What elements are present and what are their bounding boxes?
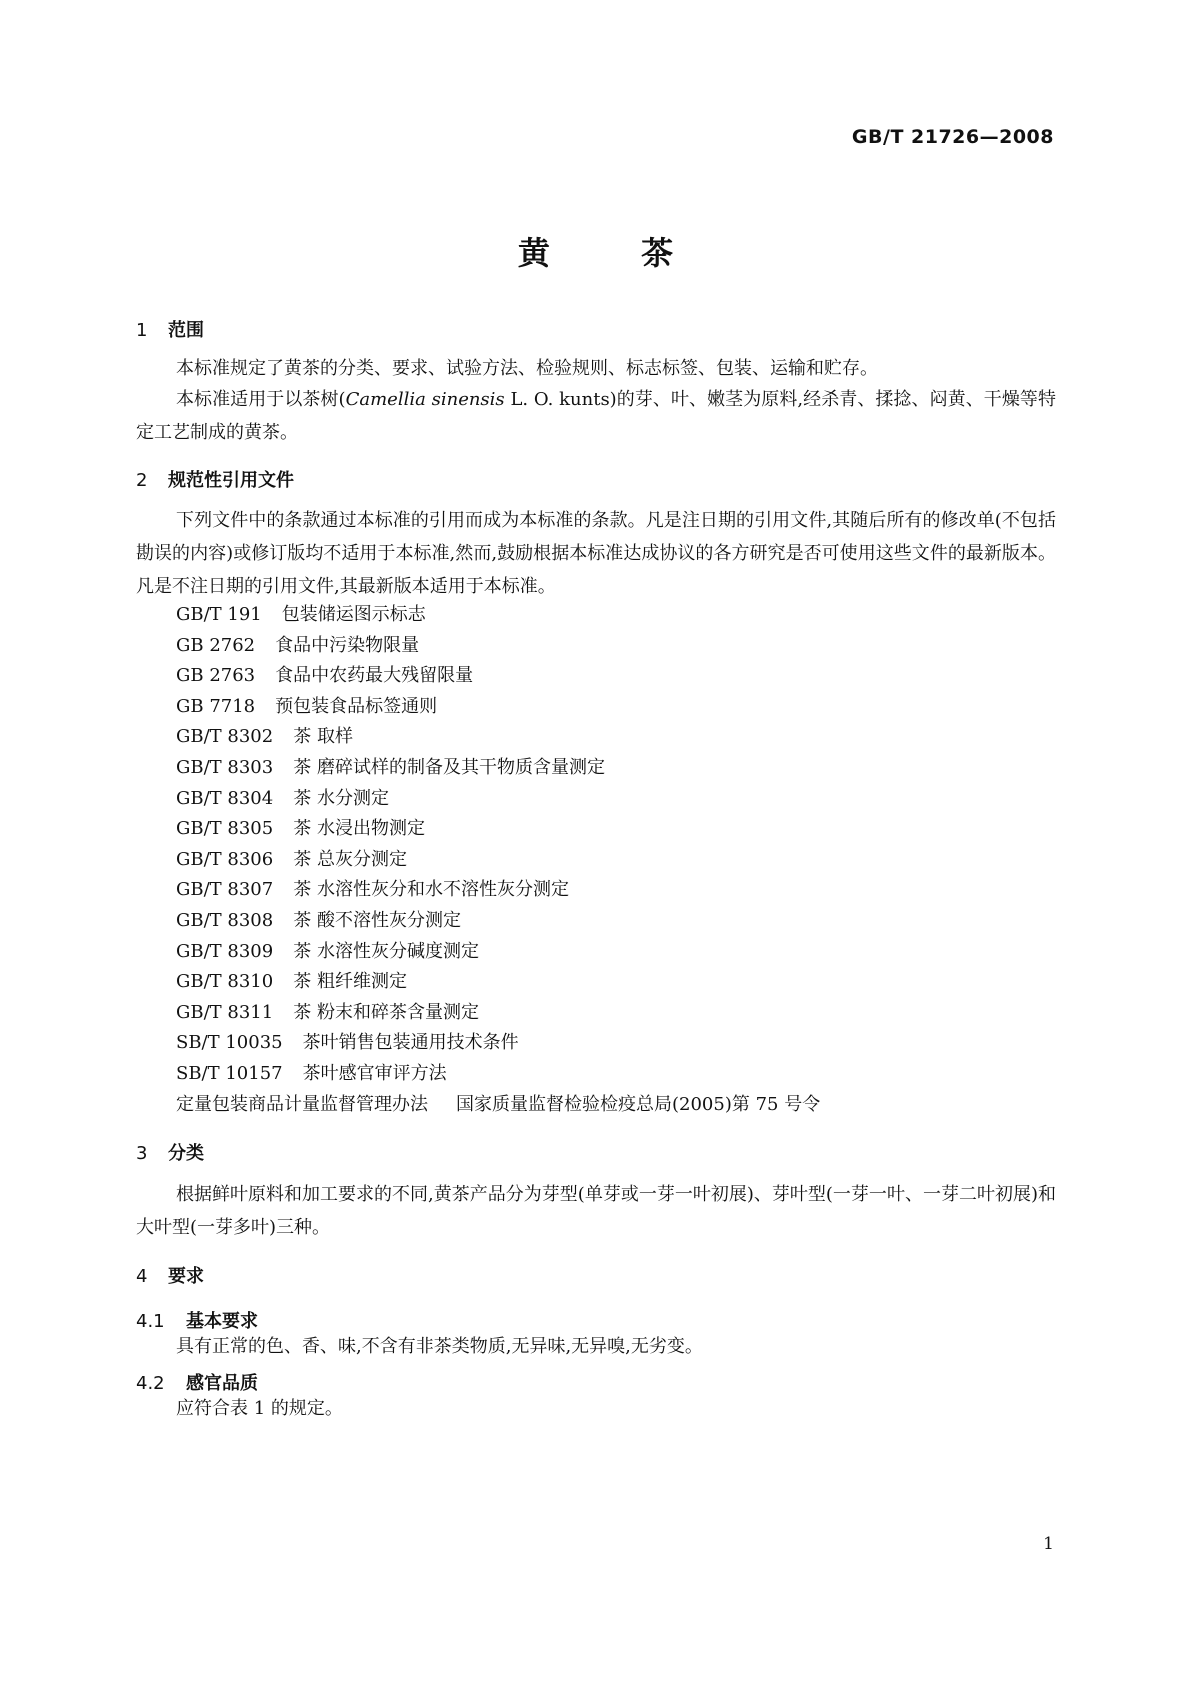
reference-item [176,937,479,963]
section-title: 规范性引用文件 [168,470,294,491]
section-number: 3 [136,1143,148,1164]
reference-title: 预包装食品标签通则 [275,695,438,717]
reference-title: 国家质量监督检验检疫总局(2005)第 75 号令 [456,1093,821,1115]
reference-code: GB/T 8310 [176,971,274,993]
reference-code: GB/T 8311 [176,1001,274,1023]
reference-title: 食品中污染物限量 [275,634,420,656]
reference-item [176,600,426,626]
reference-code: GB 7718 [176,695,256,717]
reference-item [176,631,419,657]
reference-code: SB/T 10157 [176,1063,283,1084]
reference-item [176,722,353,748]
classification-paragraph: 根据鲜叶原料和加工要求的不同,黄茶产品分为芽型(单芽或一芽一叶初展)、芽叶型(一芽一叶、一芽二叶初展)和大叶型(一芽多叶)三种。 [136,1184,1056,1238]
reference-code: GB/T 8305 [176,818,274,840]
section-heading-scope [136,316,204,342]
reference-title: 茶 水分测定 [293,787,389,809]
reference-title: 茶 粉末和碎茶含量测定 [293,1001,479,1023]
reference-item [176,906,461,932]
reference-title: 包装储运图示标志 [281,604,426,625]
reference-code: GB/T 8302 [176,726,274,748]
reference-item [176,998,479,1024]
scope-paragraph-2: 本标准适用于以茶树(Camellia sinensis L. O. kunts)的芽、叶、嫩茎为原料,经杀青、揉捻、闷黄、干燥等特定工艺制成的黄茶。 [136,389,1056,443]
reference-item [176,967,407,993]
section-heading-references [136,466,294,492]
reference-code: SB/T 10035 [176,1032,283,1054]
page-number: 1 [1043,1534,1054,1554]
reference-title: 茶 粗纤维测定 [293,971,407,993]
section-number: 1 [136,320,148,341]
section-heading-classification [136,1139,204,1165]
section-title: 分类 [168,1143,204,1164]
reference-item [176,661,473,687]
section-title: 范围 [168,320,204,341]
section-number: 4.2 [136,1373,165,1394]
page-title: 黄 茶 [517,234,714,272]
reference-title: 茶叶销售包装通用技术条件 [302,1032,519,1054]
reference-code: GB/T 8307 [176,879,274,901]
standard-code: GB/T 21726—2008 [851,126,1054,148]
reference-title: 茶叶感官审评方法 [302,1063,447,1084]
scope-paragraph-1: 本标准规定了黄茶的分类、要求、试验方法、检验规则、标志标签、包装、运输和贮存。 [176,358,878,379]
section-title: 基本要求 [186,1311,258,1332]
reference-code: GB/T 191 [176,604,262,625]
section-number: 4.1 [136,1311,165,1332]
references-intro-paragraph: 下列文件中的条款通过本标准的引用而成为本标准的条款。凡是注日期的引用文件,其随后所有的修改单(不包括勘误的内容)或修订版均不适用于本标准,然而,鼓励根据本标准达成协议的各方研究是否可使用这些文件的最新版本。凡是不注日期的引用文件,其最新版本适用于本标准。 [136,510,1056,597]
section-heading-requirements [136,1262,204,1288]
reference-item [176,692,437,718]
reference-title: 茶 酸不溶性灰分测定 [293,910,461,931]
reference-item [176,1090,820,1116]
reference-code: GB/T 8304 [176,787,274,809]
section-number: 4 [136,1266,148,1287]
reference-code: GB/T 8306 [176,848,274,870]
reference-item [176,875,569,901]
reference-item [176,845,407,871]
section-title: 感官品质 [186,1373,258,1394]
reference-title: 茶 水溶性灰分和水不溶性灰分测定 [293,879,569,901]
section-title: 要求 [168,1266,204,1287]
reference-code: GB 2763 [176,665,256,687]
reference-item [176,1028,519,1054]
reference-title: 茶 取样 [293,726,353,748]
reference-code: 定量包装商品计量监督管理办法 [176,1093,428,1115]
latin-species-name: Camellia sinensis [345,389,505,410]
reference-title: 茶 水溶性灰分碱度测定 [293,940,479,962]
reference-title: 茶 总灰分测定 [293,848,407,870]
reference-item [176,814,425,840]
reference-code: GB/T 8303 [176,757,274,778]
reference-title: 茶 水浸出物测定 [293,818,425,840]
reference-title: 茶 磨碎试样的制备及其干物质含量测定 [293,757,605,778]
sensory-quality-paragraph: 应符合表 1 的规定。 [176,1398,343,1419]
reference-item [176,753,605,779]
section-number: 2 [136,470,148,491]
reference-title: 食品中农药最大残留限量 [275,665,474,687]
reference-item [176,784,389,810]
reference-code: GB/T 8309 [176,940,274,962]
reference-code: GB 2762 [176,634,256,656]
reference-code: GB/T 8308 [176,910,274,931]
basic-requirements-paragraph: 具有正常的色、香、味,不含有非茶类物质,无异味,无异嗅,无劣变。 [176,1336,703,1357]
reference-item [176,1059,447,1085]
